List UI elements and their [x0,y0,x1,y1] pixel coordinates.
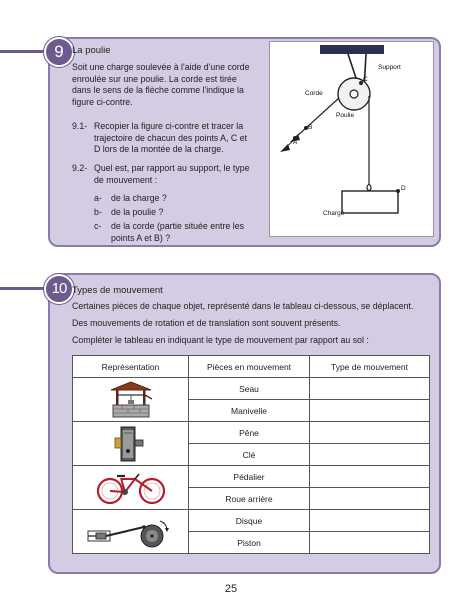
label-charge: Charge [323,210,345,217]
answer-cell[interactable] [310,488,430,510]
table-row [73,466,430,488]
piece-cell: Manivelle [189,400,310,422]
header-type: Type de mouvement [310,356,430,378]
piece-cell: Pêne [189,422,310,444]
label-b: B [308,124,313,131]
instruction-line: Compléter le tableau en indiquant le type de mouvement par rapport au sol : [72,335,369,345]
answer-cell[interactable] [310,422,430,444]
intro-line: Soit une charge soulevée à l'aide d'une corde [72,62,250,72]
sub-text [111,221,244,244]
table-header-row [73,356,430,378]
question-9-2 [72,163,264,187]
sub-question-a [94,193,264,205]
bicycle-cell [73,466,189,510]
bicycle-icon [95,470,167,506]
piece-cell: Seau [189,378,310,400]
intro-line: figure ci-contre. [72,96,133,107]
exercise-9-number: 9 [44,37,74,67]
question-text [94,121,247,156]
exercise-9-intro [72,62,262,108]
question-line: trajectoire de chacun des points A, C et [94,132,248,143]
piece-cell: Clé [189,444,310,466]
exercise-9-rule [0,50,48,53]
intro-line: enroulée sur une poulie. La corde est tirée [72,73,237,84]
well-cell [73,378,189,422]
answer-cell[interactable] [310,466,430,488]
answer-cell[interactable] [310,444,430,466]
header-representation: Représentation [73,356,189,378]
answer-cell[interactable] [310,400,430,422]
pulley-figure [269,41,434,237]
pulley-axle [350,90,358,98]
crank-piston-cell [73,510,189,554]
label-corde: Corde [305,90,323,97]
piece-cell: Pédalier [189,466,310,488]
header-pieces: Pièces en mouvement [189,356,310,378]
table-row [73,422,430,444]
instruction-line: Des mouvements de rotation et de translation sont souvent présents. [72,318,341,328]
load-hook [367,184,371,191]
lock-icon [111,425,151,463]
label-a: A [293,139,298,146]
lock-cell [73,422,189,466]
rope-pulled [296,98,339,137]
exercise-9-title: La poulie [72,45,111,56]
support-bar [320,45,384,54]
crank-piston-icon [86,515,176,549]
answer-cell[interactable] [310,378,430,400]
answer-cell[interactable] [310,532,430,554]
sub-question-c [94,221,266,245]
page-number: 25 [224,583,238,595]
question-text [94,163,250,186]
exercise-10-title: Types de mouvement [72,285,163,296]
movement-table [72,355,430,554]
sub-line: points A et B) ? [111,232,171,243]
sub-line: de la corde (partie située entre les [111,221,245,231]
question-9-1 [72,121,264,157]
label-c: C [363,76,368,83]
question-line: de mouvement : [94,174,158,185]
load-box [342,191,398,213]
answer-cell[interactable] [310,510,430,532]
question-line: Quel est, par rapport au support, le type [94,163,250,173]
intro-line: dans le sens de la flèche comme l'indique la [72,85,244,95]
exercise-10-number: 10 [44,274,74,304]
question-number: 9.2- [72,163,88,173]
question-number: 9.1- [72,121,88,131]
sub-text: de la poulie ? [111,207,164,217]
table-row [73,510,430,532]
piece-cell: Roue arrière [189,488,310,510]
sub-marker: c- [94,221,102,231]
well-icon [103,381,159,419]
exercise-10-instructions [72,301,434,346]
piece-cell: Disque [189,510,310,532]
point-d [396,189,400,193]
sub-question-b [94,207,264,219]
sub-marker: a- [94,193,102,203]
instruction-line: Certaines pièces de chaque objet, représenté dans le tableau ci-dessous, se déplacent. [72,301,414,311]
question-line: Recopier la figure ci-contre et tracer la [94,121,244,131]
label-support: Support [378,64,401,71]
sub-text: de la charge ? [111,193,167,203]
label-d: D [401,185,406,192]
question-line: D lors de la montée de la charge. [94,144,224,154]
exercise-10-rule [0,287,48,290]
label-poulie: Poulie [336,112,355,119]
table-row [73,378,430,400]
piece-cell: Piston [189,532,310,554]
sub-marker: b- [94,207,102,217]
